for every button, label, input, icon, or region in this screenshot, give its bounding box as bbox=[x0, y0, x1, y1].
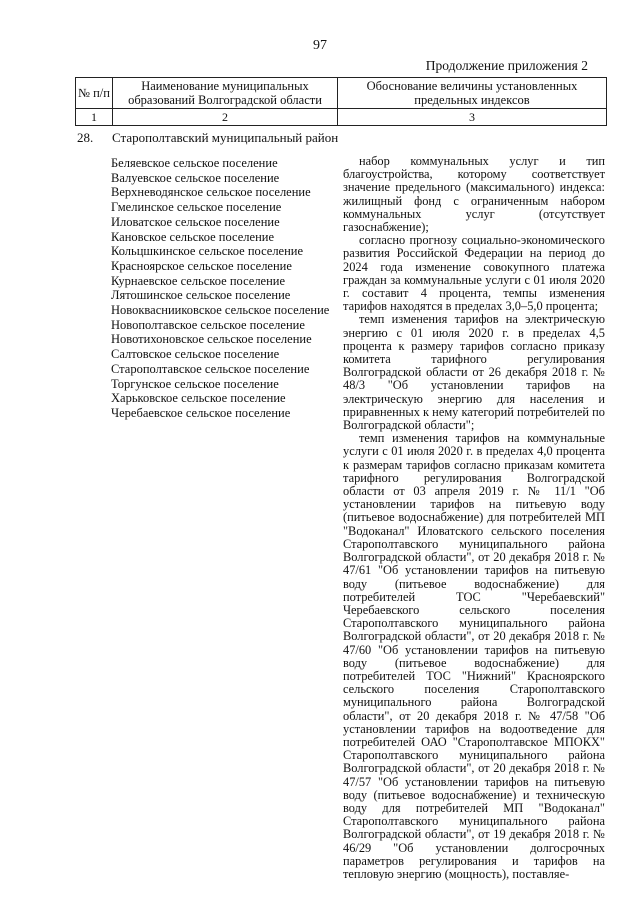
list-item: Красноярское сельское поселение bbox=[111, 258, 292, 273]
page-number: 97 bbox=[313, 38, 327, 53]
justification-paragraph: набор коммунальных услуг и тип благоустройства, которому соответствует значение предельного (максимального) индекса: жилищный фонд с ограниченным набором коммунальных услуг (отсутствует газоснабжение); bbox=[343, 154, 605, 235]
list-item: Новополтавское сельское поселение bbox=[111, 317, 305, 332]
section-number: 28. bbox=[77, 130, 94, 145]
list-item: Иловатское сельское поселение bbox=[111, 214, 280, 229]
list-item: Салтовское сельское поселение bbox=[111, 347, 280, 362]
list-item: Торгунское сельское поселение bbox=[111, 376, 279, 391]
column-number-3: 3 bbox=[338, 109, 607, 126]
justification-paragraph: темп изменения тарифов на электрическую энергию с 01 июля 2020 г. в пределах 4,5 процента к размеру тарифов согласно приказу комитета тарифного регулирования Волгоградской области от 26 декабря 2018 г. № 48/3 "Об установлении тарифов на электрическую энергию для населения и приравненных к нему категорий потребителей по Волгоградской области"; bbox=[343, 312, 605, 433]
column-number-1: 1 bbox=[76, 109, 113, 126]
header-col-municipality: Наименование муниципальных образований Волгоградской области bbox=[113, 78, 338, 109]
list-item: Новотихоновское сельское поселение bbox=[111, 332, 312, 347]
list-item: Беляевское сельское поселение bbox=[111, 156, 278, 170]
header-col-number: № п/п bbox=[76, 78, 113, 109]
justification-paragraph: согласно прогнозу социально-экономического развития Российской Федерации на период до 2024 года изменение совокупного платежа граждан за коммунальные услуги с 01 июля 2020 г. составит 4 процента, темпы изменения тарифов находятся в пределах 3,0–5,0 процента; bbox=[343, 233, 605, 314]
list-item: Кольцшкинское сельское поселение bbox=[111, 244, 304, 259]
list-item: Гмелинское сельское поселение bbox=[111, 200, 282, 215]
table-header bbox=[75, 77, 607, 126]
list-item: Верхневодянское сельское поселение bbox=[111, 185, 311, 200]
list-item: Валуевское сельское поселение bbox=[111, 170, 280, 185]
list-item: Харьковское сельское поселение bbox=[111, 391, 286, 406]
column-numbers-row bbox=[76, 109, 607, 126]
justification-paragraph: темп изменения тарифов на коммунальные услуги с 01 июля 2020 г. в пределах 4,0 процента к размерам тарифов согласно приказам комитета тарифного регулирования Волгоградской области от 03 апреля 2019 г. № 11/1 "Об установлении тарифов на питьевую воду (питьевое водоснабжение) для потребителей МП "Водоканал" Иловатского сельского поселения Старополтавского муниципального района Волгоградской области", от 20 декабря 2018 г. № 47/61 "Об установлении тарифов на питьевую воду (питьевое водоснабжение) для потребителей ТОС "Черебаевский" Черебаевского сельского поселения Старополтавского муниципального района Волгоградской области", от 20 декабря 2018 г. № 47/60 "Об установлении тарифов на питьевую воду (питьевое водоснабжение) для потребителей ТОС "Нижний" Красноярского сельского поселения Старополтавского муниципального района Волгоградской области", от 20 декабря 2018 г. № 47/58 "Об установлении тарифов на водоотведение для потребителей ОАО "Старополтавское МПОКХ" Старополтавского муниципального района Волгоградской области", от 20 декабря 2018 г. № 47/57 "Об установлении тарифов на питьевую воду (питьевое водоснабжение) и техническую воду для потребителей МП "Водоканал" Старополтавского муниципального района Волгоградской области", от 19 декабря 2018 г. № 46/29 "Об установлении долгосрочных параметров регулирования и тарифов на тепловую энергию (мощность), поставляе- bbox=[343, 431, 605, 881]
settlement-list bbox=[111, 156, 329, 421]
justification-text bbox=[343, 155, 605, 881]
list-item: Кановское сельское поселение bbox=[111, 229, 275, 244]
appendix-note: Продолжение приложения 2 bbox=[425, 58, 588, 73]
list-item: Новокваснииковское сельское поселение bbox=[111, 303, 330, 318]
list-item: Старополтавское сельское поселение bbox=[111, 361, 310, 376]
header-row bbox=[76, 78, 607, 109]
list-item: Лятошинское сельское поселение bbox=[111, 288, 291, 303]
column-number-2: 2 bbox=[113, 109, 338, 126]
list-item: Черебаевское сельское поселение bbox=[111, 405, 291, 420]
list-item: Курнаевское сельское поселение bbox=[111, 273, 286, 288]
header-col-justification: Обоснование величины установленных предельных индексов bbox=[338, 78, 607, 109]
section-title: Старополтавский муниципальный район bbox=[112, 130, 339, 145]
